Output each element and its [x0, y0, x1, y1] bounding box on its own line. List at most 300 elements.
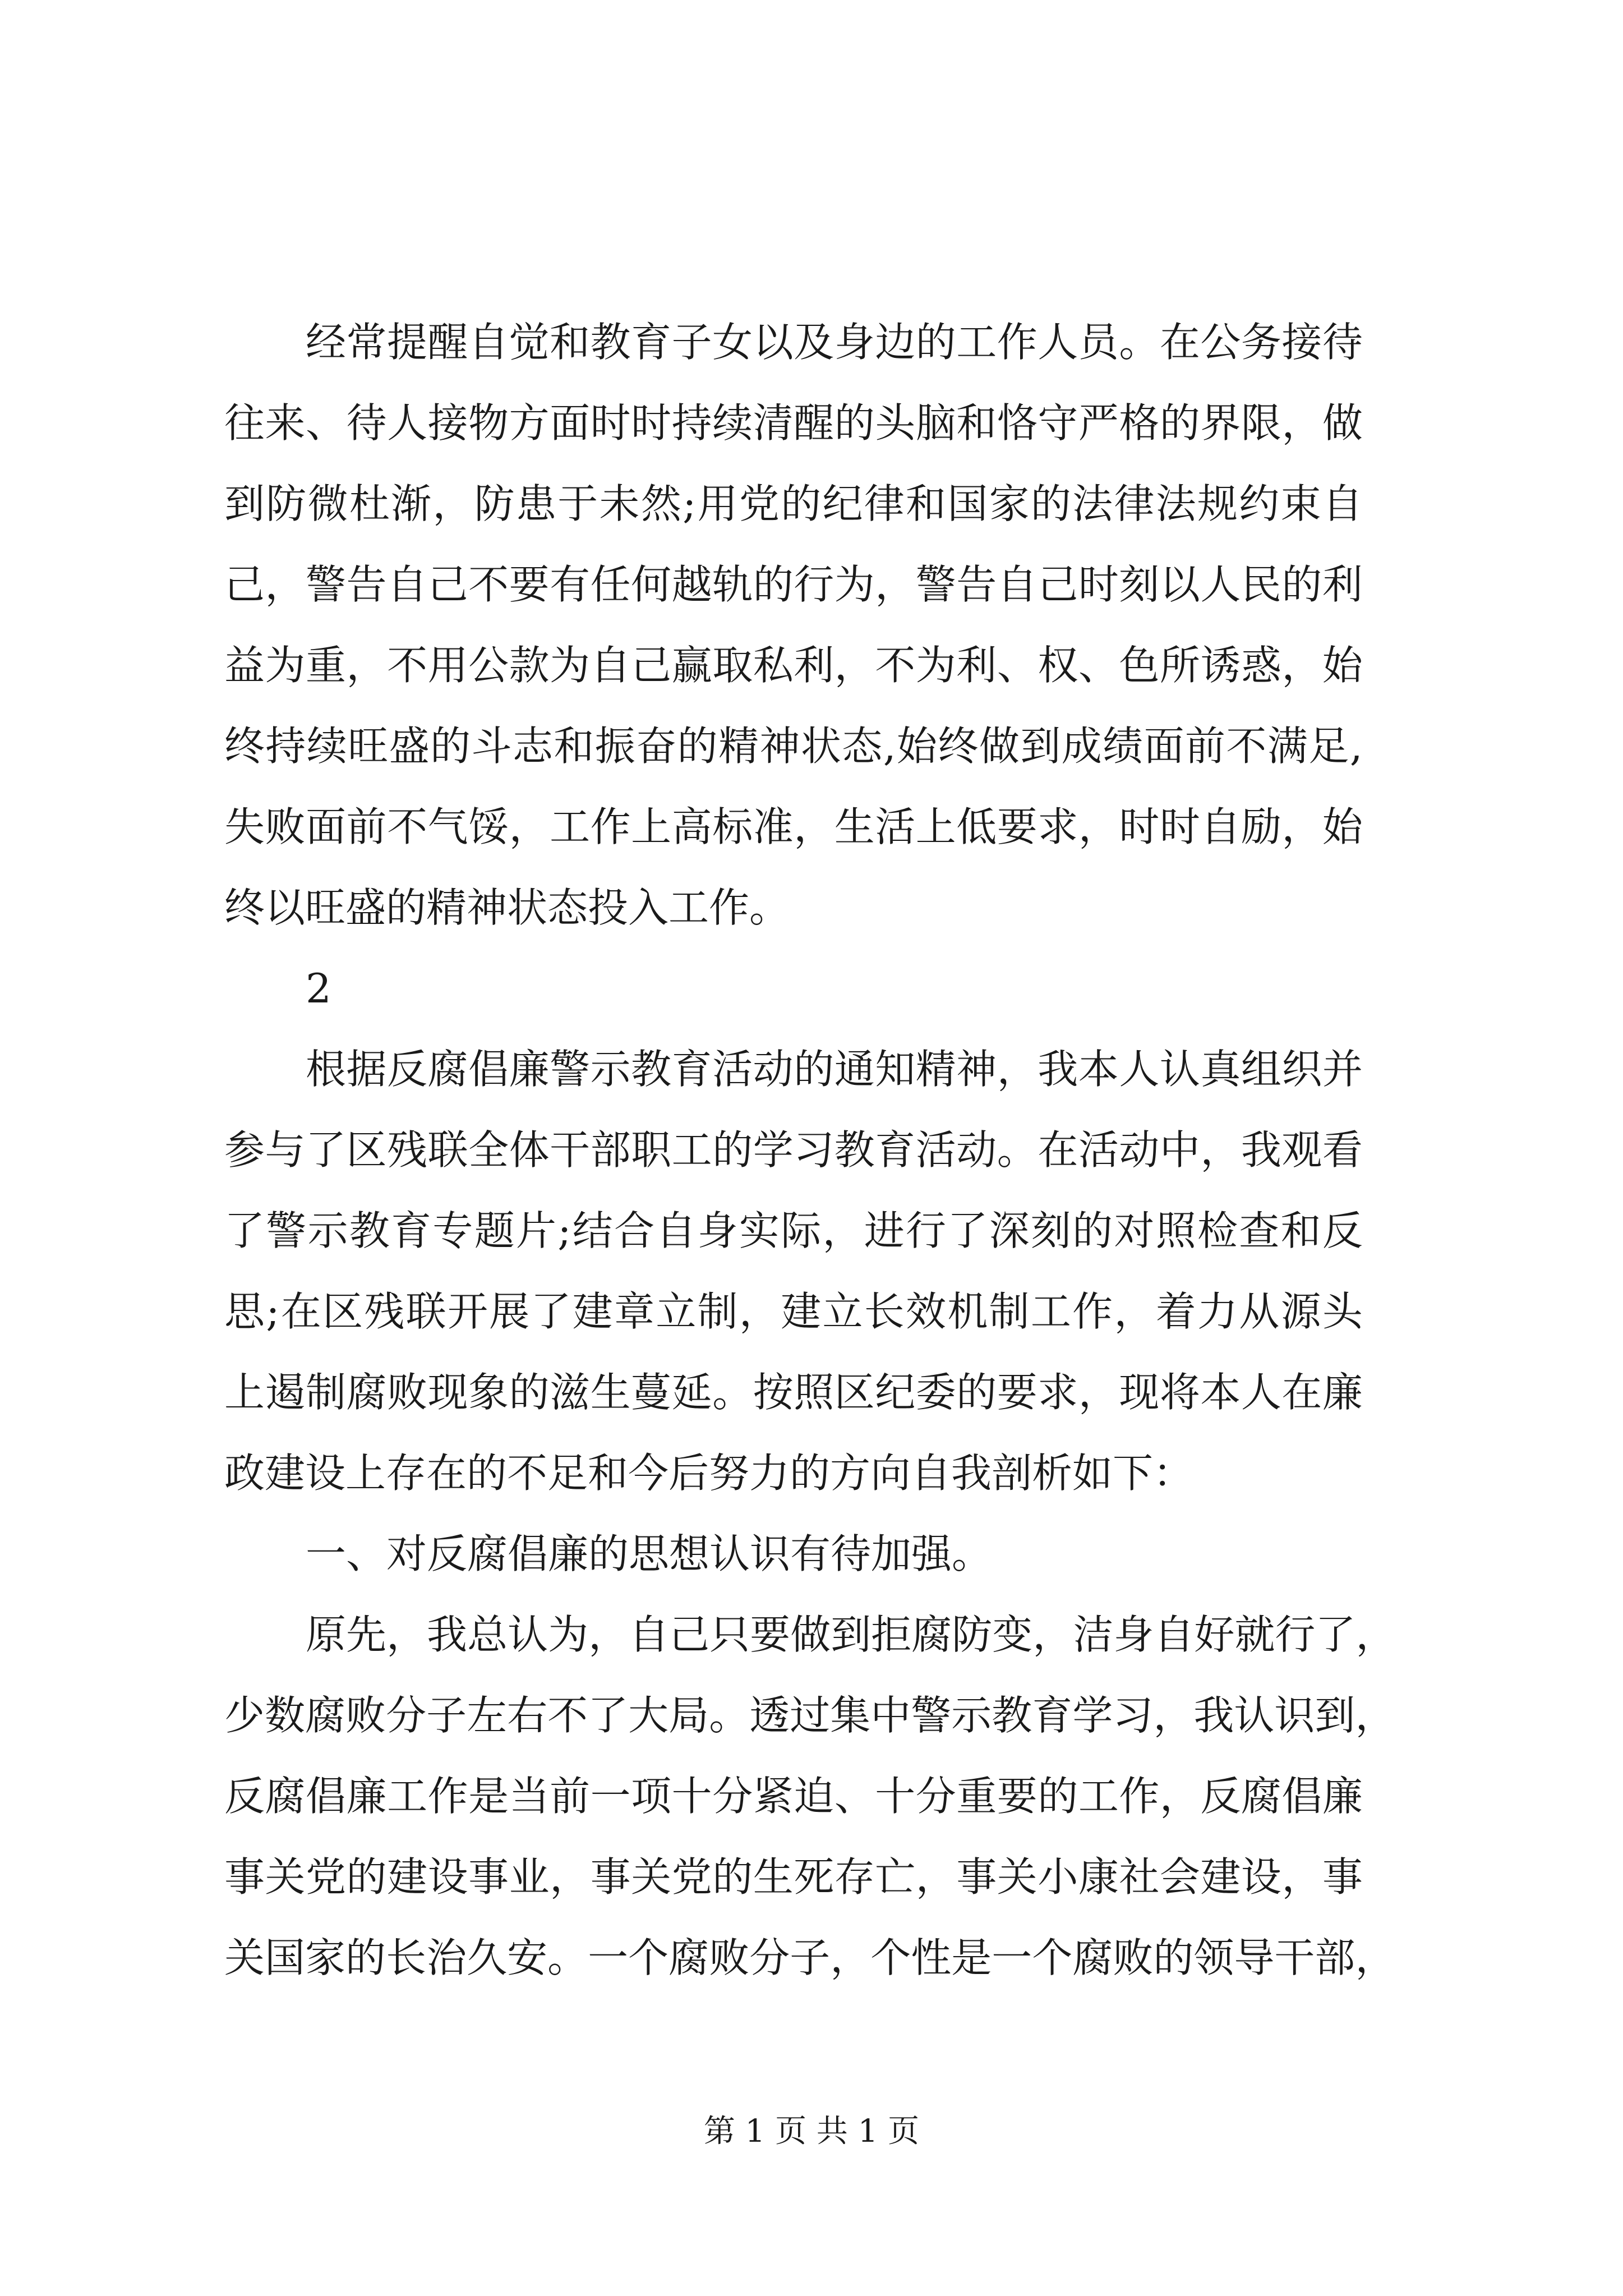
glyph: 防	[266, 480, 307, 527]
glyph: 经	[306, 319, 347, 366]
glyph: 行	[1275, 1611, 1316, 1658]
glyph: 防	[952, 1611, 993, 1658]
glyph: 精	[915, 1046, 956, 1093]
glyph: 真	[1200, 1046, 1241, 1093]
glyph: 成	[1061, 723, 1102, 770]
glyph: 物	[468, 399, 509, 447]
glyph: 展	[489, 1288, 530, 1335]
glyph: 效	[906, 1288, 947, 1335]
glyph: 态	[842, 723, 883, 770]
glyph: 题	[474, 1207, 515, 1254]
glyph: 到	[1315, 1692, 1355, 1739]
glyph: 拒	[871, 1611, 912, 1658]
glyph: 事	[1322, 1853, 1363, 1901]
glyph: ，	[1281, 1853, 1322, 1901]
glyph: 人	[1241, 1369, 1281, 1416]
glyph: 要	[997, 803, 1038, 850]
glyph: 的	[1153, 1934, 1194, 1981]
glyph: 规	[1197, 480, 1238, 527]
glyph: 不	[468, 561, 509, 608]
text-line-19	[224, 1769, 1363, 1823]
glyph: 在	[1159, 319, 1200, 366]
glyph: 的	[956, 1369, 997, 1416]
glyph: ;	[557, 1207, 571, 1254]
glyph: 人	[1038, 319, 1078, 366]
glyph: 腐	[1241, 1773, 1281, 1820]
glyph: ，	[509, 803, 550, 850]
glyph: 低	[956, 803, 997, 850]
glyph: 面	[550, 399, 591, 447]
glyph: 教	[590, 319, 631, 366]
glyph: 然	[640, 480, 681, 527]
glyph: 久	[467, 1934, 508, 1981]
glyph: 励	[1241, 803, 1281, 850]
glyph: 了	[947, 1207, 988, 1254]
glyph: 自	[629, 1611, 670, 1658]
glyph: 面	[306, 803, 347, 850]
glyph: 持	[671, 399, 712, 447]
glyph: 用	[427, 642, 468, 689]
glyph: 律	[864, 480, 905, 527]
glyph: 建	[572, 1288, 613, 1335]
glyph: 际	[781, 1207, 822, 1254]
glyph: 查	[1239, 1207, 1280, 1254]
glyph: 动	[753, 1046, 794, 1093]
glyph: 时	[631, 399, 672, 447]
glyph: 思	[224, 1288, 265, 1335]
glyph: 腐	[427, 1046, 468, 1093]
glyph: 一	[590, 1773, 631, 1820]
glyph: 学	[1072, 1692, 1113, 1739]
glyph: 廉	[346, 1773, 387, 1820]
glyph: 事	[956, 1853, 997, 1901]
glyph: 立	[822, 1288, 863, 1335]
glyph: 告	[346, 561, 387, 608]
glyph: 反	[1322, 1207, 1363, 1254]
glyph: 腐	[668, 1934, 709, 1981]
glyph: 的	[712, 1126, 753, 1174]
glyph: 个	[870, 1934, 911, 1981]
glyph: 会	[1159, 1853, 1200, 1901]
glyph: 以	[753, 319, 794, 366]
glyph: 廉	[1322, 1773, 1363, 1820]
glyph: 方	[509, 399, 550, 447]
glyph: 建	[1200, 1853, 1241, 1901]
glyph: 作	[590, 803, 631, 850]
text-line-18	[224, 1688, 1396, 1742]
glyph: 业	[509, 1853, 550, 1901]
glyph: 恪	[997, 399, 1038, 447]
glyph: 着	[1155, 1288, 1196, 1335]
glyph: 合	[614, 1207, 655, 1254]
heading-1: 一、对反腐倡廉的思想认识有待加强。	[306, 1530, 993, 1577]
glyph: 未	[599, 480, 640, 527]
glyph: 我	[1193, 1692, 1234, 1739]
glyph: 迫	[794, 1773, 834, 1820]
glyph: 党	[306, 1853, 347, 1901]
glyph: 深	[989, 1207, 1030, 1254]
text-line-21	[224, 1931, 1396, 1985]
glyph: 腐	[265, 1773, 306, 1820]
glyph: 格	[1119, 399, 1160, 447]
glyph: 。	[997, 1126, 1038, 1174]
glyph: 的	[430, 723, 471, 770]
glyph: 前	[346, 803, 387, 850]
glyph: 洁	[1073, 1611, 1114, 1658]
glyph: 色	[1119, 642, 1160, 689]
glyph: 工	[550, 803, 591, 850]
glyph: 败	[345, 1692, 386, 1739]
glyph: 设	[427, 1853, 468, 1901]
glyph: 严	[1078, 399, 1119, 447]
glyph: 利	[794, 642, 834, 689]
glyph: 、	[1078, 642, 1119, 689]
glyph: 就	[1234, 1611, 1275, 1658]
glyph: 行	[906, 1207, 947, 1254]
glyph: 、	[997, 642, 1038, 689]
glyph: 终	[224, 723, 265, 770]
glyph: 源	[1280, 1288, 1321, 1335]
glyph: 面	[1144, 723, 1184, 770]
glyph: 告	[956, 561, 997, 608]
glyph: 界	[1200, 399, 1241, 447]
glyph: ，	[1153, 1692, 1194, 1739]
glyph: 要	[997, 1369, 1038, 1416]
glyph: ，	[1355, 1692, 1396, 1739]
glyph: 全	[468, 1126, 509, 1174]
glyph: 诱	[1200, 642, 1241, 689]
text-line-7	[224, 800, 1363, 854]
glyph: 志	[512, 723, 553, 770]
glyph: 区	[834, 1369, 875, 1416]
glyph: 延	[671, 1369, 712, 1416]
glyph: 关	[224, 1934, 265, 1981]
glyph: 是	[468, 1773, 509, 1820]
glyph: 工	[1078, 1773, 1119, 1820]
glyph: 利	[1322, 561, 1363, 608]
glyph: 职	[631, 1126, 672, 1174]
glyph: 康	[1078, 1853, 1119, 1901]
glyph: 斗	[471, 723, 512, 770]
text-line-11	[224, 1123, 1363, 1177]
glyph: ，	[1078, 803, 1119, 850]
glyph: 脑	[915, 399, 956, 447]
glyph: 紧	[753, 1773, 794, 1820]
glyph: 患	[515, 480, 556, 527]
glyph: 示	[590, 1046, 631, 1093]
glyph: 接	[1281, 319, 1322, 366]
glyph: 败	[1113, 1934, 1154, 1981]
glyph: 和	[906, 480, 947, 527]
glyph: 和	[554, 723, 594, 770]
glyph: 民	[1241, 561, 1281, 608]
glyph: ，	[822, 1207, 863, 1254]
glyph: ，	[550, 1853, 591, 1901]
glyph: 检	[1197, 1207, 1238, 1254]
glyph: 事	[224, 1853, 265, 1901]
text-line-4	[224, 558, 1363, 611]
glyph: 将	[1159, 1369, 1200, 1416]
glyph: 知	[875, 1046, 916, 1093]
glyph: 败	[709, 1934, 750, 1981]
glyph: 联	[427, 1126, 468, 1174]
glyph: 在	[1281, 1369, 1322, 1416]
glyph: 原	[306, 1611, 347, 1658]
text-line-15: 政建设上存在的不足和今后努力的方向自我剖析如下：	[224, 1450, 1194, 1497]
glyph: 取	[712, 642, 753, 689]
glyph: 透	[749, 1692, 790, 1739]
glyph: 廉	[1322, 1369, 1363, 1416]
glyph: 身	[834, 319, 875, 366]
glyph: 和	[1280, 1207, 1321, 1254]
glyph: 变	[992, 1611, 1033, 1658]
glyph: 自	[1322, 480, 1363, 527]
glyph: 头	[875, 399, 916, 447]
glyph: 从	[1239, 1288, 1280, 1335]
glyph: 当	[509, 1773, 550, 1820]
glyph: 委	[915, 1369, 956, 1416]
glyph: 十	[671, 1773, 712, 1820]
glyph: 按	[753, 1369, 794, 1416]
glyph: ，	[1355, 1611, 1396, 1658]
glyph: 小	[1038, 1853, 1078, 1901]
glyph: 教	[349, 1207, 390, 1254]
glyph: 自	[387, 561, 428, 608]
glyph: 局	[668, 1692, 709, 1739]
glyph: 作	[427, 1773, 468, 1820]
glyph: 腐	[346, 1369, 387, 1416]
glyph: 状	[800, 723, 841, 770]
glyph: 利	[956, 642, 997, 689]
glyph: 建	[781, 1288, 822, 1335]
glyph: 气	[427, 803, 468, 850]
glyph: 本	[1200, 1369, 1241, 1416]
glyph: ;	[266, 1288, 280, 1335]
glyph: 育	[671, 1046, 712, 1093]
glyph: 只	[709, 1611, 750, 1658]
glyph: 机	[947, 1288, 988, 1335]
glyph: 续	[712, 399, 753, 447]
glyph: 要	[997, 1773, 1038, 1820]
glyph: ，	[1114, 1288, 1155, 1335]
glyph: 轨	[712, 561, 753, 608]
glyph: 亡	[875, 1853, 916, 1901]
glyph: 自	[997, 561, 1038, 608]
glyph: 己	[669, 1611, 710, 1658]
glyph: 为	[550, 642, 591, 689]
glyph: 不	[1226, 723, 1267, 770]
glyph: 警	[915, 561, 956, 608]
section-number: 2	[306, 965, 331, 1012]
glyph: ,	[1349, 723, 1363, 770]
glyph: 社	[1119, 1853, 1160, 1901]
glyph: 警	[550, 1046, 591, 1093]
glyph: 的	[753, 561, 794, 608]
glyph: 习	[1113, 1692, 1154, 1739]
glyph: 绩	[1103, 723, 1144, 770]
glyph: 标	[712, 803, 753, 850]
glyph: 示	[307, 1207, 348, 1254]
glyph: 认	[508, 1611, 548, 1658]
glyph: ，	[265, 561, 306, 608]
glyph: 反	[1200, 1773, 1241, 1820]
glyph: 好	[1194, 1611, 1235, 1658]
glyph: 我	[1241, 1126, 1281, 1174]
glyph: 为	[834, 561, 875, 608]
glyph: 蔓	[631, 1369, 672, 1416]
glyph: 反	[387, 1046, 428, 1093]
glyph: 做	[1322, 399, 1363, 447]
glyph: 认	[1234, 1692, 1275, 1739]
glyph: 了	[588, 1692, 629, 1739]
glyph: 了	[1315, 1611, 1356, 1658]
glyph: 终	[938, 723, 979, 770]
glyph: 和	[956, 399, 997, 447]
glyph: ;	[683, 480, 697, 527]
glyph: 过	[790, 1692, 831, 1739]
glyph: 事	[468, 1853, 509, 1901]
glyph: 、	[306, 399, 347, 447]
glyph: 纪	[875, 1369, 916, 1416]
glyph: 性	[911, 1934, 952, 1981]
glyph: ，	[830, 1934, 871, 1981]
glyph: 的	[794, 1046, 834, 1093]
glyph: 织	[1281, 1046, 1322, 1093]
glyph: 生	[590, 1369, 631, 1416]
glyph: 做	[790, 1611, 831, 1658]
glyph: 败	[265, 803, 306, 850]
glyph: 约	[1239, 480, 1280, 527]
glyph: 识	[1274, 1692, 1315, 1739]
glyph: 往	[224, 399, 265, 447]
glyph: 款	[509, 642, 550, 689]
glyph: 对	[1114, 1207, 1155, 1254]
glyph: 越	[671, 561, 712, 608]
glyph: 盛	[389, 723, 430, 770]
glyph: 育	[631, 319, 672, 366]
glyph: 是	[951, 1934, 992, 1981]
glyph: 时	[1078, 561, 1119, 608]
glyph: 作	[1072, 1288, 1113, 1335]
glyph: 不	[547, 1692, 588, 1739]
glyph: 腐	[911, 1611, 952, 1658]
glyph: 导	[1234, 1934, 1275, 1981]
glyph: 用	[697, 480, 738, 527]
glyph: 制	[989, 1288, 1030, 1335]
glyph: 己	[1038, 561, 1078, 608]
glyph: 少	[224, 1692, 265, 1739]
glyph: 立	[656, 1288, 697, 1335]
glyph: 振	[594, 723, 635, 770]
glyph: 集	[830, 1692, 871, 1739]
glyph: 精	[718, 723, 759, 770]
glyph: 教	[992, 1692, 1032, 1739]
glyph: ，	[739, 1288, 780, 1335]
glyph: 的	[1072, 1207, 1113, 1254]
glyph: ，	[875, 561, 916, 608]
glyph: 先	[346, 1611, 387, 1658]
glyph: 待	[346, 399, 387, 447]
glyph: 力	[1197, 1288, 1238, 1335]
glyph: 的	[346, 1853, 387, 1901]
glyph: 一	[588, 1934, 629, 1981]
glyph: 的	[834, 399, 875, 447]
glyph: 育	[1032, 1692, 1073, 1739]
glyph: 做	[979, 723, 1020, 770]
glyph: ，	[997, 1046, 1038, 1093]
glyph: 根	[306, 1046, 347, 1093]
glyph: 工	[956, 319, 997, 366]
glyph: 分	[749, 1934, 790, 1981]
glyph: 微	[307, 480, 348, 527]
glyph: 子	[426, 1692, 467, 1739]
glyph: 及	[794, 319, 834, 366]
glyph: 进	[864, 1207, 905, 1254]
glyph: 党	[671, 1853, 712, 1901]
glyph: 上	[224, 1369, 265, 1416]
glyph: 干	[1274, 1934, 1315, 1981]
glyph: ，	[1200, 1126, 1241, 1174]
glyph: 倡	[1281, 1773, 1322, 1820]
glyph: 国	[947, 480, 988, 527]
glyph: 私	[753, 642, 794, 689]
text-line-12	[224, 1204, 1363, 1258]
glyph: 死	[794, 1853, 834, 1901]
text-line-2	[224, 396, 1363, 450]
glyph: 教	[834, 1126, 875, 1174]
glyph: 己	[427, 561, 468, 608]
glyph: 权	[1038, 642, 1078, 689]
glyph: 上	[915, 803, 956, 850]
glyph: 体	[509, 1126, 550, 1174]
glyph: 人	[1200, 561, 1241, 608]
glyph: 事	[590, 1853, 631, 1901]
glyph: 倡	[306, 1773, 347, 1820]
glyph: 腐	[305, 1692, 346, 1739]
glyph: 本	[1078, 1046, 1119, 1093]
glyph: 惑	[1241, 642, 1281, 689]
glyph: ，	[1078, 1369, 1119, 1416]
glyph: 重	[956, 1773, 997, 1820]
glyph: 残	[364, 1288, 405, 1335]
glyph: 设	[1241, 1853, 1281, 1901]
glyph: 与	[265, 1126, 306, 1174]
glyph: 始	[1322, 803, 1363, 850]
glyph: 教	[631, 1046, 672, 1093]
glyph: 所	[1159, 642, 1200, 689]
glyph: 。	[1119, 319, 1160, 366]
glyph: 部	[590, 1126, 631, 1174]
glyph: 的	[1281, 561, 1322, 608]
glyph: ，	[794, 803, 834, 850]
glyph: 和	[550, 319, 591, 366]
glyph: 工	[387, 1773, 428, 1820]
glyph: 员	[1078, 319, 1119, 366]
glyph: 实	[739, 1207, 780, 1254]
glyph: 右	[507, 1692, 548, 1739]
glyph: 有	[550, 561, 591, 608]
glyph: 公	[468, 642, 509, 689]
glyph: 清	[753, 399, 794, 447]
glyph: 的	[677, 723, 718, 770]
glyph: 在	[280, 1288, 321, 1335]
glyph: 象	[468, 1369, 509, 1416]
glyph: 安	[507, 1934, 548, 1981]
glyph: 工	[1030, 1288, 1071, 1335]
glyph: 失	[224, 803, 265, 850]
glyph: 并	[1322, 1046, 1363, 1093]
glyph: 赢	[671, 642, 712, 689]
